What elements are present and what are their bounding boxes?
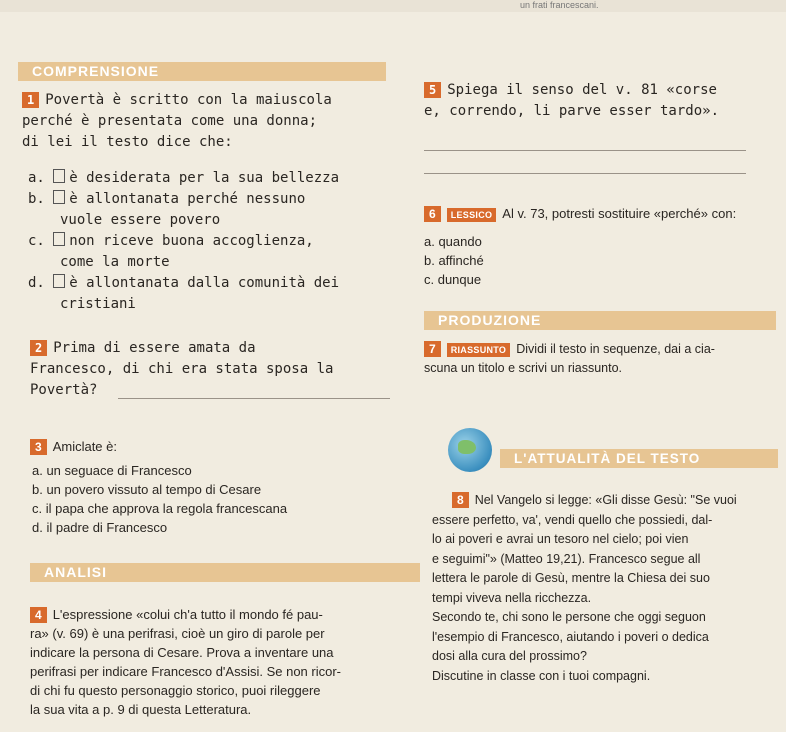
tag-lessico: LESSICO [447, 208, 497, 222]
q2-line: Francesco, di chi era stata sposa la [30, 361, 334, 377]
globe-icon [448, 428, 492, 472]
q8-line: dosi alla cura del prossimo? [432, 649, 587, 663]
section-banner-comprensione [18, 62, 386, 81]
q4-line: perifrasi per indicare Francesco d'Assisi. Se non ricor- [30, 664, 341, 679]
question-number: 6 [424, 206, 441, 222]
option-letter: c. [28, 233, 45, 249]
q4-line: ra» (v. 69) è una perifrasi, cioè un giro di parole per [30, 626, 325, 641]
option-text-cont: come la morte [60, 254, 170, 270]
option-c: c. il papa che approva la regola francescana [32, 501, 288, 516]
q4-line: indicare la persona di Cesare. Prova a inventare una [30, 645, 334, 660]
question-5 [424, 80, 784, 122]
q8-line: Discutine in classe con i tuoi compagni. [432, 668, 651, 683]
q5-line: e, correndo, li parve esser tardo». [424, 103, 720, 119]
option-d [28, 273, 408, 294]
question-4 [30, 605, 440, 719]
question-number: 7 [424, 341, 441, 357]
option-c: c. dunque [424, 272, 482, 287]
question-number: 8 [452, 492, 469, 508]
section-title: L'ATTUALITÀ DEL TESTO [514, 451, 701, 466]
option-text-cont: vuole essere povero [60, 212, 221, 228]
question-number: 1 [22, 92, 39, 108]
q1-line: Povertà è scritto con la maiuscola [45, 92, 332, 108]
option-text: non riceve buona accoglienza, [69, 233, 314, 249]
option-letter: b. [28, 191, 45, 207]
answer-line[interactable] [424, 173, 746, 174]
question-number: 5 [424, 82, 441, 98]
option-c [28, 231, 408, 252]
tag-riassunto: RIASSUNTO [447, 343, 511, 357]
question-7 [424, 340, 786, 378]
q5-line: Spiega il senso del v. 81 «corse [447, 82, 717, 98]
section-title: ANALISI [44, 564, 107, 580]
q8-line: lettera le parole di Gesù, mentre la Chiesa dei suo [432, 571, 710, 585]
question-1-options [28, 168, 408, 315]
q6-text: Al v. 73, potresti sostituire «perché» con: [502, 206, 737, 221]
question-2 [30, 338, 410, 401]
option-text: è allontanata dalla comunità dei [69, 275, 340, 291]
q1-line: di lei il testo dice che: [22, 134, 233, 150]
q4-line: L'espressione «colui ch'a tutto il mondo fé pau- [52, 607, 323, 622]
question-3-options [32, 461, 412, 537]
q2-line: Povertà? [30, 382, 98, 398]
checkbox-a[interactable] [53, 169, 65, 183]
option-letter: d. [28, 275, 45, 291]
section-title: PRODUZIONE [438, 312, 542, 328]
section-banner-analisi [30, 563, 420, 582]
option-text-cont: cristiani [60, 296, 136, 312]
q8-line: Secondo te, chi sono le persone che oggi seguon [432, 610, 706, 624]
answer-line[interactable] [118, 398, 390, 399]
q8-line: l'esempio di Francesco, aiutando i poveri o dedica [432, 629, 709, 644]
question-6 [424, 204, 784, 223]
checkbox-b[interactable] [53, 190, 65, 204]
q3-title: Amiclate è: [52, 439, 117, 454]
question-number: 3 [30, 439, 47, 455]
option-letter: a. [28, 170, 45, 186]
question-1 [22, 90, 402, 153]
answer-line[interactable] [424, 150, 746, 151]
page-top-fragment [0, 0, 786, 12]
option-text: è desiderata per la sua bellezza [69, 170, 340, 186]
q8-line: essere perfetto, va', vendi quello che possiedi, dal- [432, 512, 713, 527]
question-6-options [424, 232, 624, 289]
option-d: d. il padre di Francesco [32, 520, 168, 535]
q2-line: Prima di essere amata da [53, 340, 256, 356]
option-a [28, 168, 408, 189]
q8-line: e seguimi"» (Matteo 19,21). Francesco segue all [432, 551, 701, 566]
section-title: COMPRENSIONE [32, 63, 160, 79]
option-b: b. un povero vissuto al tempo di Cesare [32, 482, 262, 497]
question-3 [30, 437, 410, 456]
question-number: 4 [30, 607, 47, 623]
question-8 [432, 491, 786, 686]
option-b: b. affinché [424, 253, 484, 268]
q7-line: scuna un titolo e scrivi un riassunto. [424, 361, 623, 375]
option-b [28, 189, 408, 210]
section-banner-attualita [500, 449, 778, 468]
q4-line: la sua vita a p. 9 di questa Letteratura. [30, 702, 252, 717]
checkbox-d[interactable] [53, 274, 65, 288]
q8-line: Nel Vangelo si legge: «Gli disse Gesù: "Se vuoi [474, 493, 737, 507]
question-number: 2 [30, 340, 47, 356]
q7-line: Dividi il testo in sequenze, dai a cia- [516, 342, 715, 356]
q8-line: lo ai poveri e avrai un tesoro nel cielo; poi vien [432, 532, 689, 546]
q4-line: di chi fu questo personaggio storico, puoi rileggere [30, 683, 321, 698]
q1-line: perché è presentata come una donna; [22, 113, 318, 129]
section-banner-produzione [424, 311, 776, 330]
option-a: a. quando [424, 234, 482, 249]
option-text: è allontanata perché nessuno [69, 191, 306, 207]
q8-line: tempi viveva nella ricchezza. [432, 590, 592, 605]
checkbox-c[interactable] [53, 232, 65, 246]
option-a: a. un seguace di Francesco [32, 463, 192, 478]
top-text: un frati francescani. [520, 0, 599, 10]
